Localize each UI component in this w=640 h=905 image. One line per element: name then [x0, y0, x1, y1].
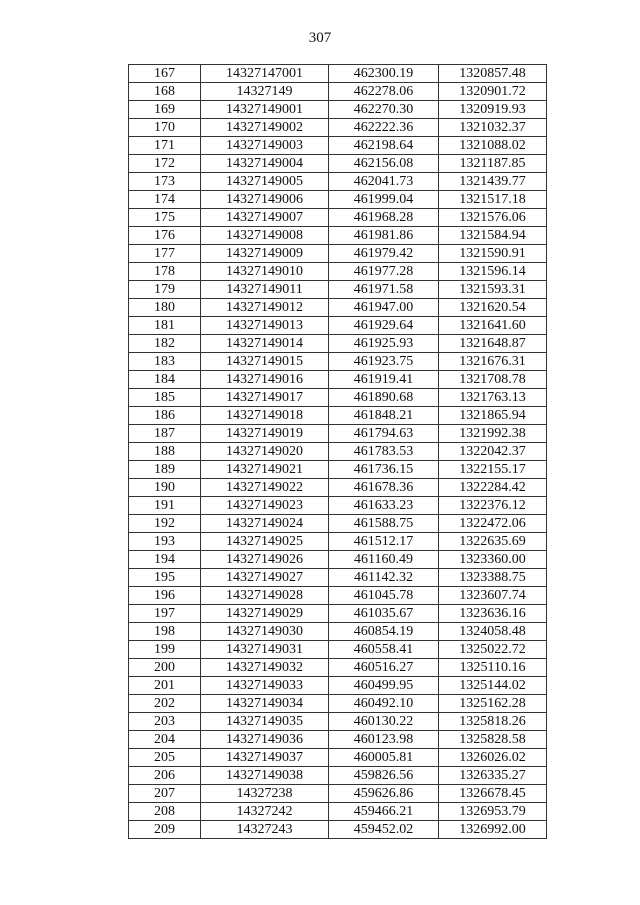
y-coordinate-cell: 1322155.17 — [439, 461, 547, 479]
point-id-cell: 14327242 — [201, 803, 329, 821]
y-coordinate-cell: 1326678.45 — [439, 785, 547, 803]
table-row — [129, 335, 547, 353]
point-id-cell: 14327149034 — [201, 695, 329, 713]
table-row — [129, 191, 547, 209]
point-id-cell: 14327149 — [201, 83, 329, 101]
x-coordinate-cell: 461890.68 — [329, 389, 439, 407]
table-row — [129, 749, 547, 767]
coordinates-table — [128, 64, 547, 839]
y-coordinate-cell: 1321763.13 — [439, 389, 547, 407]
table-row — [129, 497, 547, 515]
x-coordinate-cell: 461633.23 — [329, 497, 439, 515]
x-coordinate-cell: 461929.64 — [329, 317, 439, 335]
point-id-cell: 14327149036 — [201, 731, 329, 749]
row-index-cell: 189 — [129, 461, 201, 479]
y-coordinate-cell: 1325144.02 — [439, 677, 547, 695]
x-coordinate-cell: 461968.28 — [329, 209, 439, 227]
table-row — [129, 173, 547, 191]
x-coordinate-cell: 461919.41 — [329, 371, 439, 389]
row-index-cell: 204 — [129, 731, 201, 749]
y-coordinate-cell: 1321517.18 — [439, 191, 547, 209]
point-id-cell: 14327149038 — [201, 767, 329, 785]
y-coordinate-cell: 1321576.06 — [439, 209, 547, 227]
x-coordinate-cell: 461925.93 — [329, 335, 439, 353]
row-index-cell: 197 — [129, 605, 201, 623]
table-row — [129, 389, 547, 407]
table-row — [129, 641, 547, 659]
point-id-cell: 14327149037 — [201, 749, 329, 767]
x-coordinate-cell: 461794.63 — [329, 425, 439, 443]
row-index-cell: 190 — [129, 479, 201, 497]
table-row — [129, 425, 547, 443]
row-index-cell: 205 — [129, 749, 201, 767]
point-id-cell: 14327149032 — [201, 659, 329, 677]
x-coordinate-cell: 460516.27 — [329, 659, 439, 677]
y-coordinate-cell: 1326992.00 — [439, 821, 547, 839]
x-coordinate-cell: 461783.53 — [329, 443, 439, 461]
x-coordinate-cell: 459626.86 — [329, 785, 439, 803]
x-coordinate-cell: 460123.98 — [329, 731, 439, 749]
row-index-cell: 206 — [129, 767, 201, 785]
x-coordinate-cell: 461035.67 — [329, 605, 439, 623]
point-id-cell: 14327149025 — [201, 533, 329, 551]
point-id-cell: 14327149011 — [201, 281, 329, 299]
x-coordinate-cell: 461977.28 — [329, 263, 439, 281]
x-coordinate-cell: 459466.21 — [329, 803, 439, 821]
row-index-cell: 188 — [129, 443, 201, 461]
y-coordinate-cell: 1322042.37 — [439, 443, 547, 461]
row-index-cell: 209 — [129, 821, 201, 839]
y-coordinate-cell: 1321992.38 — [439, 425, 547, 443]
table-row — [129, 551, 547, 569]
row-index-cell: 182 — [129, 335, 201, 353]
point-id-cell: 14327149016 — [201, 371, 329, 389]
x-coordinate-cell: 461979.42 — [329, 245, 439, 263]
row-index-cell: 198 — [129, 623, 201, 641]
row-index-cell: 208 — [129, 803, 201, 821]
table-row — [129, 371, 547, 389]
point-id-cell: 14327149012 — [201, 299, 329, 317]
point-id-cell: 14327149033 — [201, 677, 329, 695]
y-coordinate-cell: 1320857.48 — [439, 65, 547, 83]
point-id-cell: 14327149019 — [201, 425, 329, 443]
table-row — [129, 623, 547, 641]
x-coordinate-cell: 461512.17 — [329, 533, 439, 551]
point-id-cell: 14327149024 — [201, 515, 329, 533]
table-row — [129, 569, 547, 587]
y-coordinate-cell: 1321708.78 — [439, 371, 547, 389]
x-coordinate-cell: 460492.10 — [329, 695, 439, 713]
table-row — [129, 587, 547, 605]
y-coordinate-cell: 1321641.60 — [439, 317, 547, 335]
point-id-cell: 14327149014 — [201, 335, 329, 353]
point-id-cell: 14327149007 — [201, 209, 329, 227]
y-coordinate-cell: 1322376.12 — [439, 497, 547, 515]
point-id-cell: 14327147001 — [201, 65, 329, 83]
x-coordinate-cell: 462222.36 — [329, 119, 439, 137]
x-coordinate-cell: 460854.19 — [329, 623, 439, 641]
x-coordinate-cell: 461736.15 — [329, 461, 439, 479]
row-index-cell: 178 — [129, 263, 201, 281]
table-row — [129, 155, 547, 173]
row-index-cell: 207 — [129, 785, 201, 803]
x-coordinate-cell: 461981.86 — [329, 227, 439, 245]
table-row — [129, 227, 547, 245]
table-row — [129, 479, 547, 497]
table-row — [129, 767, 547, 785]
y-coordinate-cell: 1323388.75 — [439, 569, 547, 587]
row-index-cell: 187 — [129, 425, 201, 443]
row-index-cell: 171 — [129, 137, 201, 155]
table-row — [129, 821, 547, 839]
point-id-cell: 14327149022 — [201, 479, 329, 497]
x-coordinate-cell: 462198.64 — [329, 137, 439, 155]
y-coordinate-cell: 1325828.58 — [439, 731, 547, 749]
row-index-cell: 168 — [129, 83, 201, 101]
row-index-cell: 186 — [129, 407, 201, 425]
table-row — [129, 443, 547, 461]
y-coordinate-cell: 1321088.02 — [439, 137, 547, 155]
row-index-cell: 200 — [129, 659, 201, 677]
x-coordinate-cell: 461588.75 — [329, 515, 439, 533]
point-id-cell: 14327149020 — [201, 443, 329, 461]
y-coordinate-cell: 1325818.26 — [439, 713, 547, 731]
point-id-cell: 14327149008 — [201, 227, 329, 245]
y-coordinate-cell: 1321596.14 — [439, 263, 547, 281]
row-index-cell: 167 — [129, 65, 201, 83]
row-index-cell: 192 — [129, 515, 201, 533]
y-coordinate-cell: 1321865.94 — [439, 407, 547, 425]
table-row — [129, 281, 547, 299]
point-id-cell: 14327149009 — [201, 245, 329, 263]
y-coordinate-cell: 1325110.16 — [439, 659, 547, 677]
row-index-cell: 176 — [129, 227, 201, 245]
y-coordinate-cell: 1321620.54 — [439, 299, 547, 317]
table-row — [129, 119, 547, 137]
y-coordinate-cell: 1321187.85 — [439, 155, 547, 173]
table-row — [129, 137, 547, 155]
point-id-cell: 14327149031 — [201, 641, 329, 659]
point-id-cell: 14327149028 — [201, 587, 329, 605]
coordinates-table-body — [129, 65, 547, 839]
row-index-cell: 173 — [129, 173, 201, 191]
x-coordinate-cell: 460558.41 — [329, 641, 439, 659]
x-coordinate-cell: 462300.19 — [329, 65, 439, 83]
y-coordinate-cell: 1325022.72 — [439, 641, 547, 659]
y-coordinate-cell: 1323360.00 — [439, 551, 547, 569]
x-coordinate-cell: 461848.21 — [329, 407, 439, 425]
x-coordinate-cell: 460499.95 — [329, 677, 439, 695]
page-number: 307 — [308, 30, 332, 46]
point-id-cell: 14327149001 — [201, 101, 329, 119]
table-row — [129, 695, 547, 713]
y-coordinate-cell: 1325162.28 — [439, 695, 547, 713]
point-id-cell: 14327149002 — [201, 119, 329, 137]
y-coordinate-cell: 1326335.27 — [439, 767, 547, 785]
point-id-cell: 14327149021 — [201, 461, 329, 479]
y-coordinate-cell: 1320901.72 — [439, 83, 547, 101]
row-index-cell: 170 — [129, 119, 201, 137]
table-row — [129, 605, 547, 623]
table-row — [129, 299, 547, 317]
table-row — [129, 101, 547, 119]
table-row — [129, 803, 547, 821]
y-coordinate-cell: 1322635.69 — [439, 533, 547, 551]
row-index-cell: 175 — [129, 209, 201, 227]
table-row — [129, 785, 547, 803]
row-index-cell: 184 — [129, 371, 201, 389]
table-row — [129, 263, 547, 281]
point-id-cell: 14327149003 — [201, 137, 329, 155]
row-index-cell: 183 — [129, 353, 201, 371]
table-row — [129, 515, 547, 533]
table-row — [129, 407, 547, 425]
row-index-cell: 180 — [129, 299, 201, 317]
point-id-cell: 14327243 — [201, 821, 329, 839]
y-coordinate-cell: 1324058.48 — [439, 623, 547, 641]
row-index-cell: 181 — [129, 317, 201, 335]
table-row — [129, 677, 547, 695]
table-row — [129, 461, 547, 479]
x-coordinate-cell: 462156.08 — [329, 155, 439, 173]
x-coordinate-cell: 460005.81 — [329, 749, 439, 767]
row-index-cell: 196 — [129, 587, 201, 605]
y-coordinate-cell: 1321648.87 — [439, 335, 547, 353]
row-index-cell: 199 — [129, 641, 201, 659]
table-row — [129, 65, 547, 83]
x-coordinate-cell: 461678.36 — [329, 479, 439, 497]
row-index-cell: 174 — [129, 191, 201, 209]
point-id-cell: 14327149005 — [201, 173, 329, 191]
x-coordinate-cell: 460130.22 — [329, 713, 439, 731]
point-id-cell: 14327149018 — [201, 407, 329, 425]
x-coordinate-cell: 461923.75 — [329, 353, 439, 371]
table-row — [129, 245, 547, 263]
row-index-cell: 202 — [129, 695, 201, 713]
x-coordinate-cell: 461999.04 — [329, 191, 439, 209]
y-coordinate-cell: 1323607.74 — [439, 587, 547, 605]
table-row — [129, 731, 547, 749]
x-coordinate-cell: 461971.58 — [329, 281, 439, 299]
row-index-cell: 172 — [129, 155, 201, 173]
x-coordinate-cell: 459826.56 — [329, 767, 439, 785]
row-index-cell: 203 — [129, 713, 201, 731]
row-index-cell: 191 — [129, 497, 201, 515]
y-coordinate-cell: 1320919.93 — [439, 101, 547, 119]
y-coordinate-cell: 1323636.16 — [439, 605, 547, 623]
x-coordinate-cell: 459452.02 — [329, 821, 439, 839]
y-coordinate-cell: 1321439.77 — [439, 173, 547, 191]
x-coordinate-cell: 462270.30 — [329, 101, 439, 119]
y-coordinate-cell: 1322284.42 — [439, 479, 547, 497]
table-row — [129, 83, 547, 101]
table-row — [129, 659, 547, 677]
x-coordinate-cell: 461045.78 — [329, 587, 439, 605]
point-id-cell: 14327149029 — [201, 605, 329, 623]
y-coordinate-cell: 1321676.31 — [439, 353, 547, 371]
row-index-cell: 177 — [129, 245, 201, 263]
y-coordinate-cell: 1321584.94 — [439, 227, 547, 245]
y-coordinate-cell: 1326026.02 — [439, 749, 547, 767]
row-index-cell: 179 — [129, 281, 201, 299]
row-index-cell: 169 — [129, 101, 201, 119]
table-row — [129, 713, 547, 731]
row-index-cell: 193 — [129, 533, 201, 551]
point-id-cell: 14327149026 — [201, 551, 329, 569]
x-coordinate-cell: 462278.06 — [329, 83, 439, 101]
point-id-cell: 14327149027 — [201, 569, 329, 587]
x-coordinate-cell: 461947.00 — [329, 299, 439, 317]
row-index-cell: 194 — [129, 551, 201, 569]
point-id-cell: 14327149023 — [201, 497, 329, 515]
point-id-cell: 14327238 — [201, 785, 329, 803]
y-coordinate-cell: 1321593.31 — [439, 281, 547, 299]
table-row — [129, 533, 547, 551]
row-index-cell: 195 — [129, 569, 201, 587]
point-id-cell: 14327149030 — [201, 623, 329, 641]
row-index-cell: 201 — [129, 677, 201, 695]
point-id-cell: 14327149006 — [201, 191, 329, 209]
point-id-cell: 14327149015 — [201, 353, 329, 371]
point-id-cell: 14327149013 — [201, 317, 329, 335]
table-row — [129, 353, 547, 371]
point-id-cell: 14327149035 — [201, 713, 329, 731]
y-coordinate-cell: 1321032.37 — [439, 119, 547, 137]
y-coordinate-cell: 1322472.06 — [439, 515, 547, 533]
y-coordinate-cell: 1321590.91 — [439, 245, 547, 263]
row-index-cell: 185 — [129, 389, 201, 407]
y-coordinate-cell: 1326953.79 — [439, 803, 547, 821]
table-row — [129, 209, 547, 227]
x-coordinate-cell: 461160.49 — [329, 551, 439, 569]
x-coordinate-cell: 462041.73 — [329, 173, 439, 191]
x-coordinate-cell: 461142.32 — [329, 569, 439, 587]
point-id-cell: 14327149017 — [201, 389, 329, 407]
table-row — [129, 317, 547, 335]
point-id-cell: 14327149004 — [201, 155, 329, 173]
point-id-cell: 14327149010 — [201, 263, 329, 281]
